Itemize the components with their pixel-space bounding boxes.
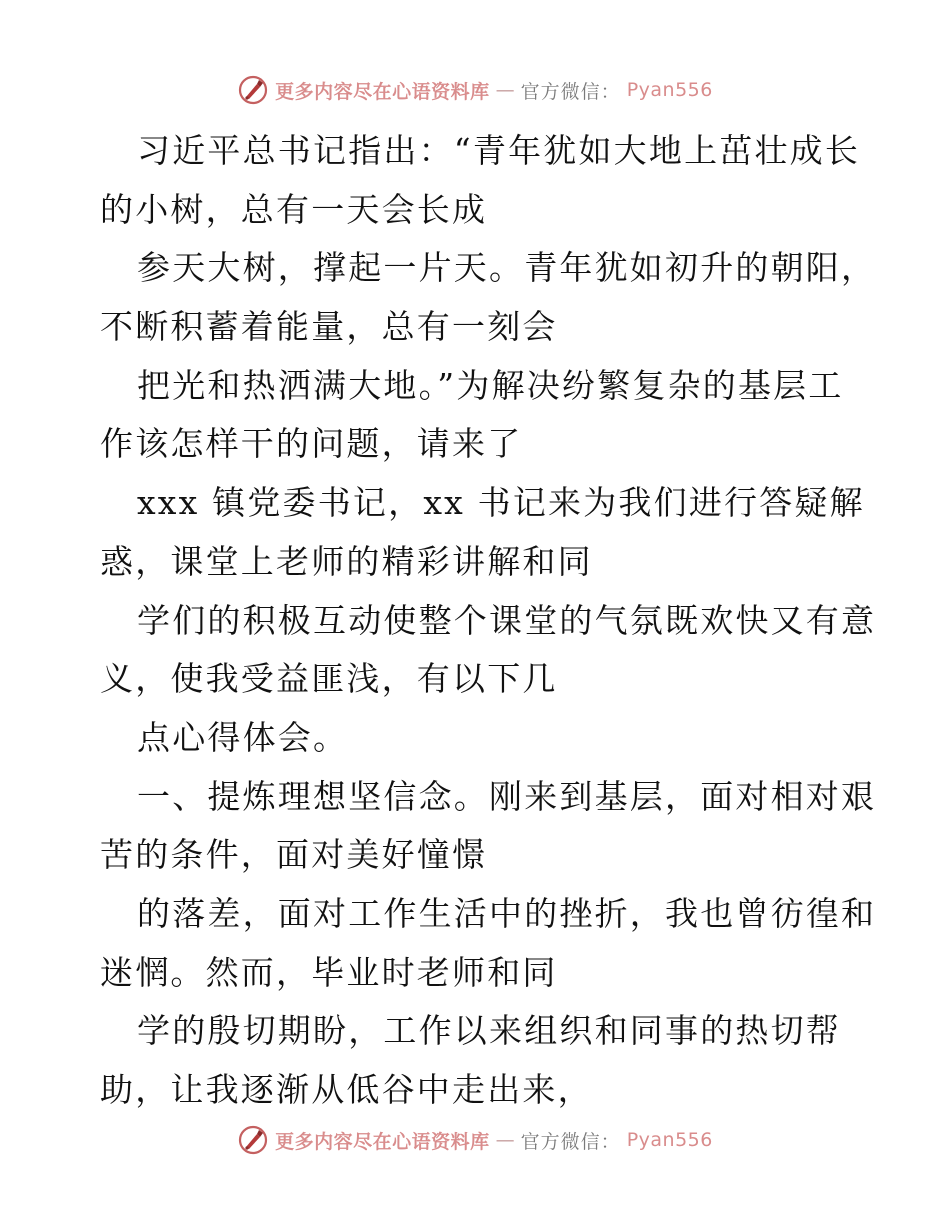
text-line: 的小树，总有一天会长成 xyxy=(100,189,488,229)
document-body xyxy=(100,122,877,1120)
text-line: 一、提炼理想坚信念。刚来到基层，面对相对艰 xyxy=(137,776,877,816)
text-line: 苦的条件，面对美好憧憬 xyxy=(100,835,488,875)
text-line: 惑，课堂上老师的精彩讲解和同 xyxy=(100,541,593,581)
text-line: 习近平总书记指出：“青年犹如大地上茁壮成长 xyxy=(137,131,861,170)
watermark-dash: — xyxy=(495,1129,515,1151)
text-line: 学的殷切期盼，工作以来组织和同事的热切帮 xyxy=(137,1011,841,1051)
text-line: 学们的积极互动使整个课堂的气氛既欢快又有意 xyxy=(137,600,877,640)
header-watermark xyxy=(0,70,950,110)
watermark-wechat-id: Pyan556 xyxy=(626,79,713,101)
watermark-sub-text: 官方微信： xyxy=(520,1130,621,1153)
text-line: 参天大树，撑起一片天。青年犹如初升的朝阳， xyxy=(137,248,877,288)
watermark-sub-text: 官方微信： xyxy=(520,80,621,103)
text-line: 把光和热洒满大地。”为解决纷繁复杂的基层工 xyxy=(137,365,844,405)
text-line: 不断积蓄着能量，总有一刻会 xyxy=(100,307,558,347)
pen-logo-icon xyxy=(237,1124,269,1156)
text-line: xxx 镇党委书记，xx 书记来为我们进行答疑解 xyxy=(137,483,865,523)
watermark-main-text: 更多内容尽在心语资料库 xyxy=(275,1130,490,1153)
watermark-dash: — xyxy=(495,79,515,101)
text-line: 义，使我受益匪浅，有以下几 xyxy=(100,659,558,699)
watermark-main-text: 更多内容尽在心语资料库 xyxy=(275,80,490,103)
text-line: 助，让我逐渐从低谷中走出来， xyxy=(100,1070,593,1109)
footer-watermark xyxy=(0,1120,950,1160)
text-line: 迷惘。然而，毕业时老师和同 xyxy=(100,952,558,992)
pen-logo-icon xyxy=(237,74,269,106)
text-line: 点心得体会。 xyxy=(137,717,349,757)
watermark-wechat-id: Pyan556 xyxy=(626,1129,713,1151)
text-line: 的落差，面对工作生活中的挫折，我也曾彷徨和 xyxy=(137,893,877,933)
text-line: 作该怎样干的问题，请来了 xyxy=(100,424,523,464)
